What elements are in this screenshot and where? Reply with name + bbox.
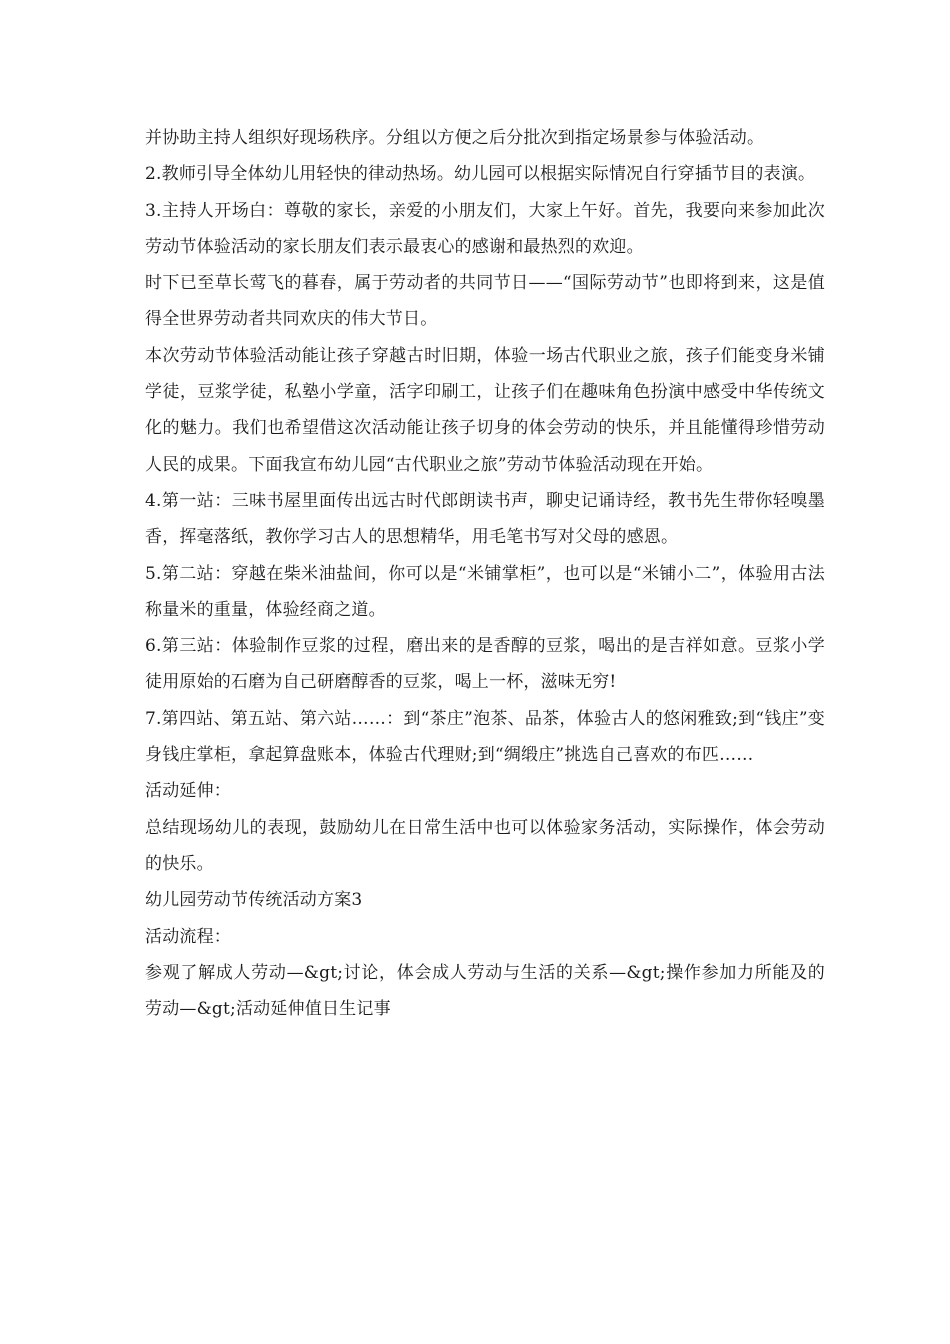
paragraph-step-7: 7.第四站、第五站、第六站……：到“茶庄”泡茶、品茶，体验古人的悠闲雅致;到“钱庄”变身钱庄掌柜，拿起算盘账本，体验古代理财;到“绸缎庄”挑选自己喜欢的布匹…… — [145, 708, 825, 766]
paragraph-step-4: 4.第一站：三味书屋里面传出远古时代郎朗读书声，聊史记诵诗经，教书先生带你轻嗅墨香，挥毫落纸，教你学习古人的思想精华，用毛笔书写对父母的感恩。 — [145, 490, 825, 548]
document-body — [145, 120, 825, 1027]
heading-activity-flow: 活动流程： — [145, 926, 231, 947]
heading-activity-extension: 活动延伸： — [145, 781, 231, 802]
paragraph-summary: 总结现场幼儿的表现，鼓励幼儿在日常生活中也可以体验家务活动，实际操作，体会劳动的快乐。 — [145, 817, 825, 874]
paragraph-continuation: 并协助主持人组织好现场秩序。分组以方便之后分批次到指定场景参与体验活动。 — [145, 128, 765, 148]
paragraph-step-3: 3.主持人开场白：尊敬的家长，亲爱的小朋友们，大家上午好。首先，我要向来参加此次劳动节体验活动的家长朋友们表示最衷心的感谢和最热烈的欢迎。 — [145, 200, 825, 257]
paragraph-step-5: 5.第二站：穿越在柴米油盐间，你可以是“米铺掌柜”，也可以是“米铺小二”，体验用古法称量米的重量，体验经商之道。 — [145, 563, 825, 620]
paragraph-flow: 参观了解成人劳动—&gt;讨论，体会成人劳动与生活的关系—&gt;操作参加力所能及的劳动—&gt;活动延伸值日生记事 — [145, 962, 825, 1020]
paragraph-step-2: 2.教师引导全体幼儿用轻快的律动热场。幼儿园可以根据实际情况自行穿插节目的表演。 — [145, 164, 816, 185]
paragraph-step-6: 6.第三站：体验制作豆浆的过程，磨出来的是香醇的豆浆，喝出的是吉祥如意。豆浆小学徒用原始的石磨为自己研磨醇香的豆浆，喝上一杯，滋味无穷! — [145, 636, 825, 693]
paragraph-spring: 时下已至草长莺飞的暮春，属于劳动者的共同节日——“国际劳动节”也即将到来，这是值得全世界劳动者共同欢庆的伟大节日。 — [145, 273, 825, 330]
paragraph-activity-intro: 本次劳动节体验活动能让孩子穿越古时旧期，体验一场古代职业之旅，孩子们能变身米铺学徒，豆浆学徒，私塾小学童，活字印刷工，让孩子们在趣味角色扮演中感受中华传统文化的魅力。我们也希望借这次活动能让孩子切身的体会劳动的快乐，并且能懂得珍惜劳动人民的成果。下面我宣布幼儿园“古代职业之旅”劳动节体验活动现在开始。 — [145, 345, 825, 475]
section-title-plan-3: 幼儿园劳动节传统活动方案3 — [145, 890, 363, 911]
